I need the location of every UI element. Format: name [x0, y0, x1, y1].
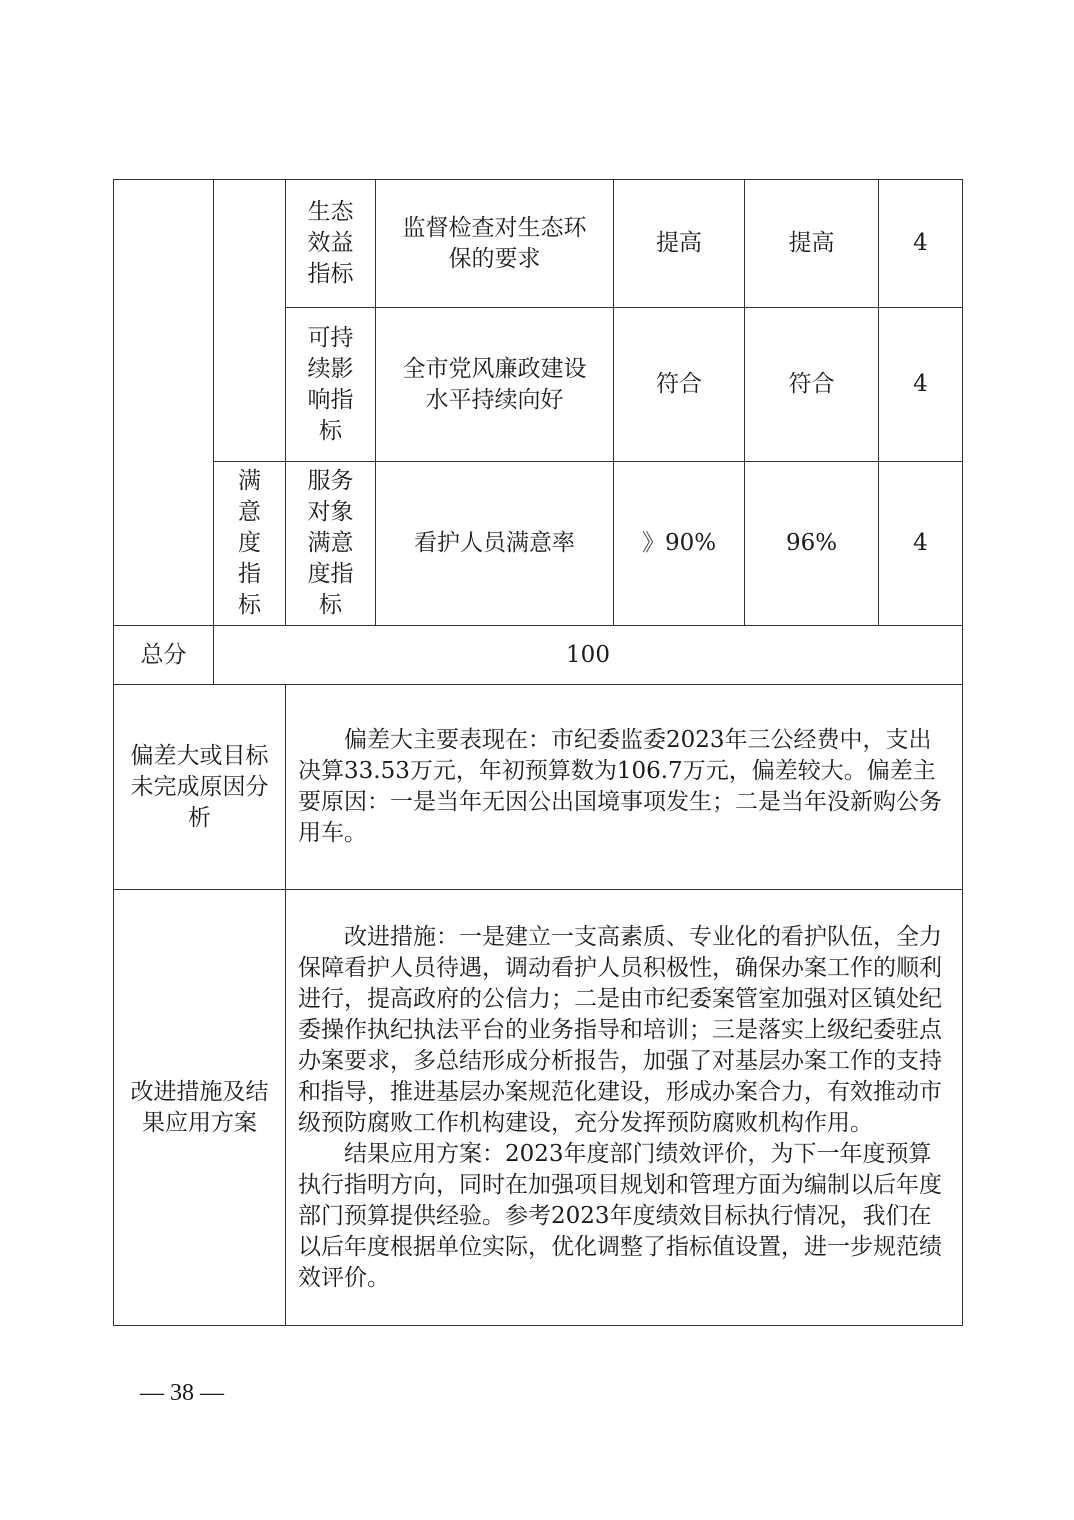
indicator-cell: 生态效益指标 [286, 180, 376, 308]
content-cell: 全市党风廉政建设水平持续向好 [376, 308, 614, 462]
target-cell: 》90% [614, 462, 745, 626]
total-value: 100 [214, 626, 963, 685]
sub-category-cell [214, 180, 286, 462]
deviation-text: 偏差大主要表现在：市纪委监委2023年三公经费中，支出决算33.53万元，年初预算数为106.7万元，偏差较大。偏差主要原因：一是当年无因公出国境事项发生；二是当年没新购公务用车。 [298, 727, 942, 846]
page-number: — 38 — [140, 1380, 224, 1406]
total-label: 总分 [114, 626, 214, 685]
deviation-label: 偏差大或目标未完成原因分析 [114, 685, 286, 890]
table-row [114, 462, 963, 626]
content-cell: 监督检查对生态环保的要求 [376, 180, 614, 308]
result-application: 结果应用方案：2023年度部门绩效评价，为下一年度预算执行指明方向，同时在加强项目规划和管理方面为编制以后年度部门预算提供经验。参考2023年度绩效目标执行情况，我们在以后年度根据单位实际，优化调整了指标值设置，进一步规范绩效评价。 [298, 1140, 942, 1291]
total-row [114, 626, 963, 685]
improvement-measures: 改进措施：一是建立一支高素质、专业化的看护队伍，全力保障看护人员待遇，调动看护人员积极性，确保办案工作的顺利进行，提高政府的公信力；二是由市纪委案管室加强对区镇处纪委操作执纪执法平台的业务指导和培训；三是落实上级纪委驻点办案要求，多总结形成分析报告，加强了对基层办案工作的支持和指导，推进基层办案规范化建设，形成办案合力，有效推动市级预防腐败工作机构建设，充分发挥预防腐败机构作用。 [298, 923, 942, 1136]
sub-category-cell: 满意度指标 [214, 462, 286, 626]
score-cell: 4 [879, 308, 963, 462]
score-cell: 4 [879, 462, 963, 626]
deviation-row [114, 685, 963, 890]
deviation-analysis [286, 685, 963, 890]
actual-cell: 提高 [745, 180, 879, 308]
target-cell: 符合 [614, 308, 745, 462]
improvement-plan [286, 890, 963, 1326]
improvement-label: 改进措施及结果应用方案 [114, 890, 286, 1326]
improvement-row [114, 890, 963, 1326]
content-cell: 看护人员满意率 [376, 462, 614, 626]
indicator-cell: 服务对象满意度指标 [286, 462, 376, 626]
target-cell: 提高 [614, 180, 745, 308]
category-cell [114, 180, 214, 626]
indicator-cell: 可持续影响指标 [286, 308, 376, 462]
table-row [114, 180, 963, 308]
actual-cell: 符合 [745, 308, 879, 462]
score-cell: 4 [879, 180, 963, 308]
performance-table [113, 179, 963, 1326]
actual-cell: 96% [745, 462, 879, 626]
